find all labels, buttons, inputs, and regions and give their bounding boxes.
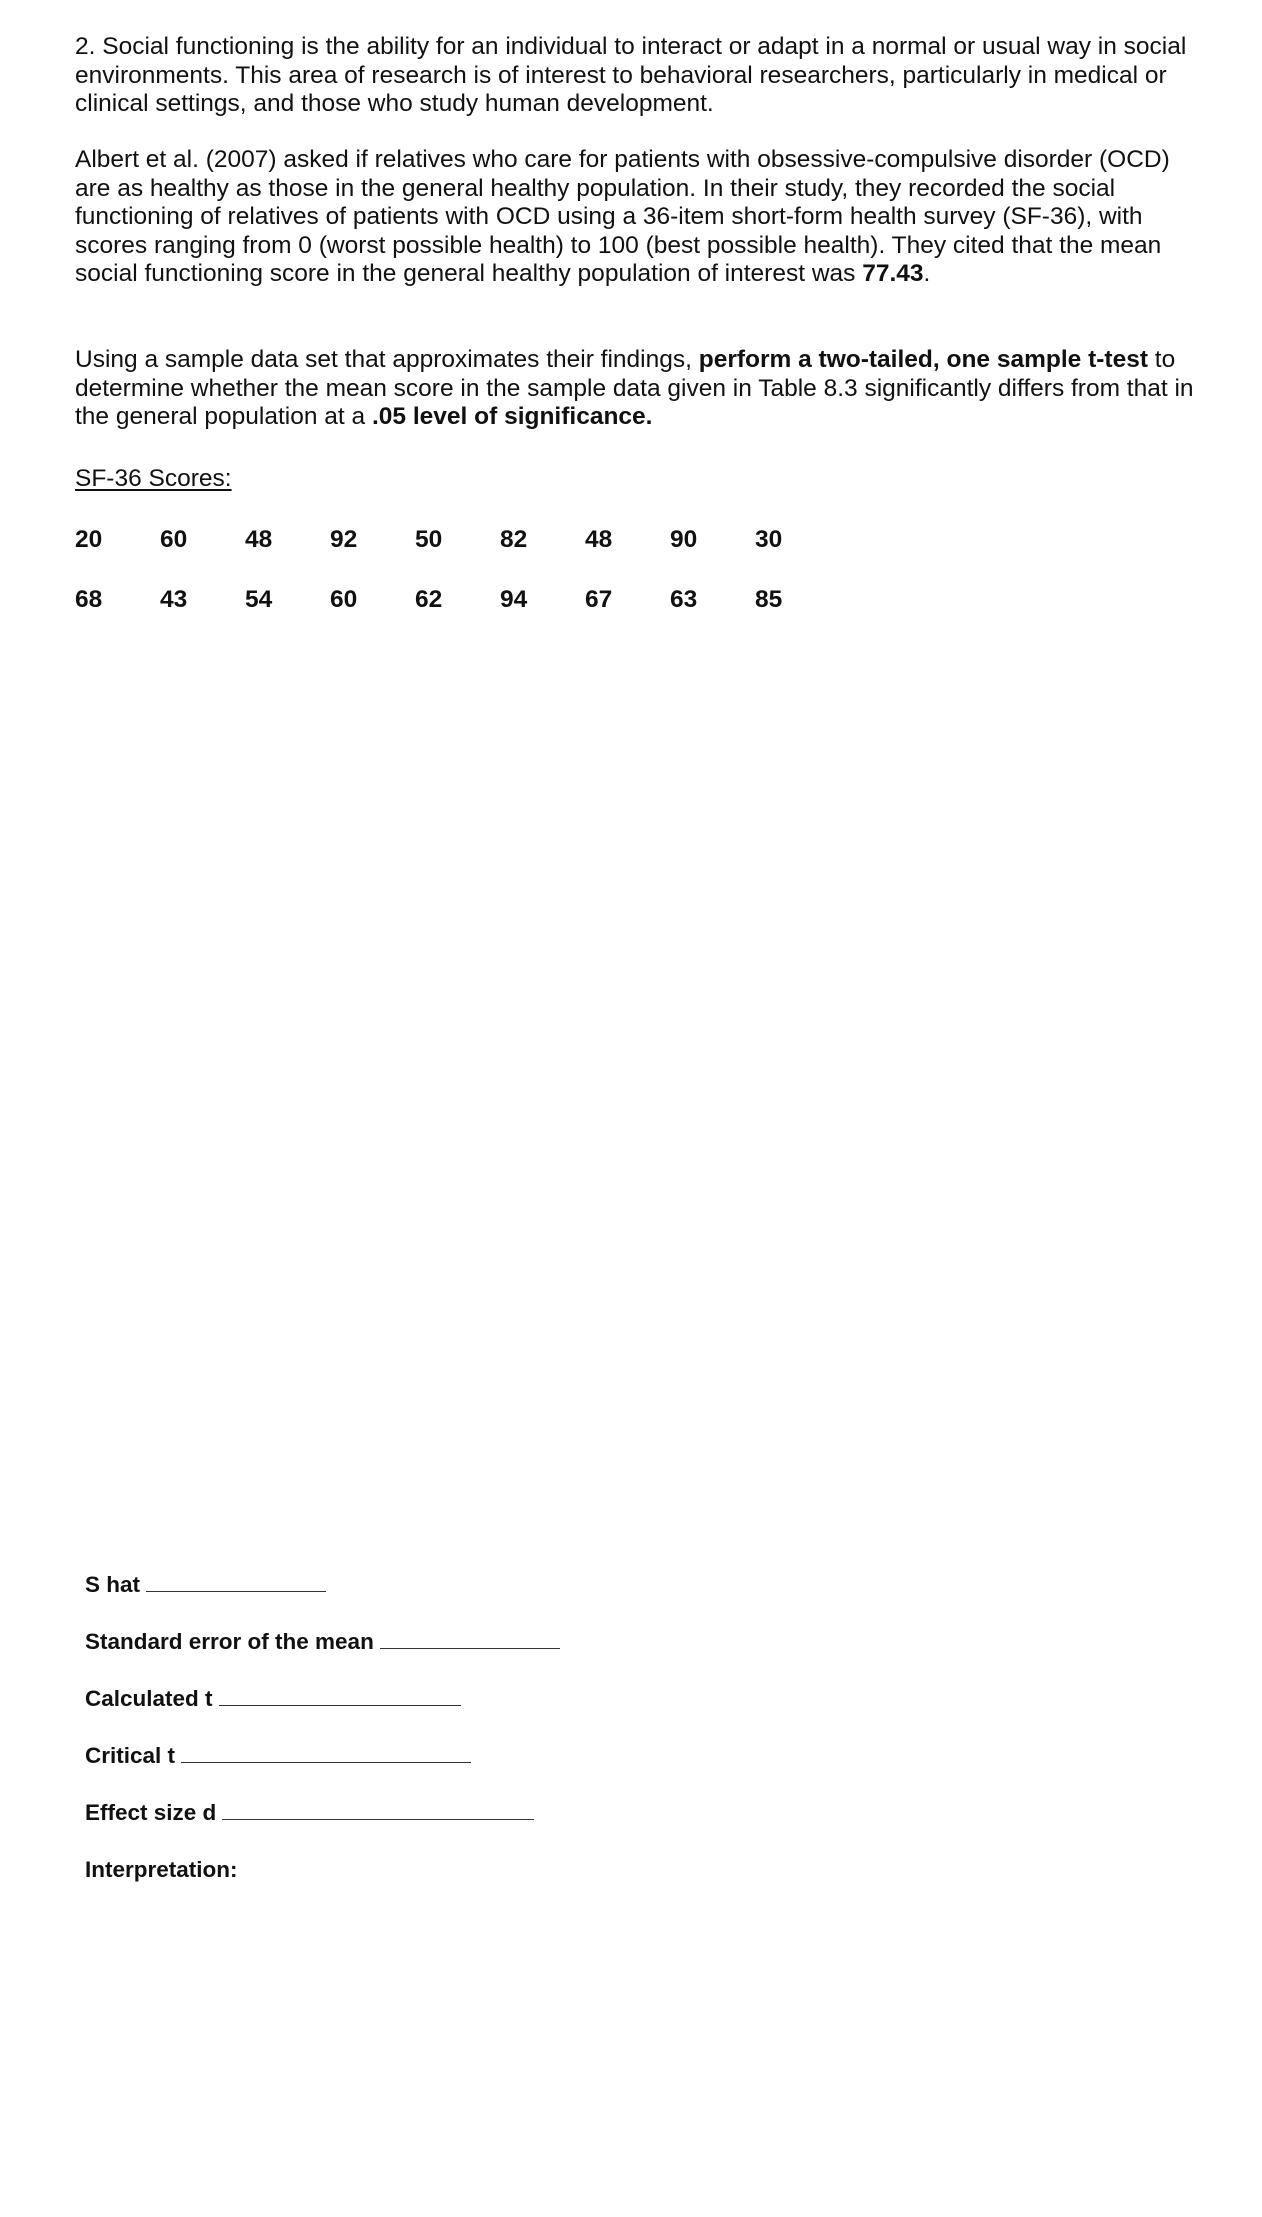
scores-heading: SF-36 Scores: [75, 465, 232, 492]
task-test-type: perform a two-tailed, one sample t-test [698, 346, 1148, 373]
score-value: 85 [755, 586, 783, 613]
effect-size-label: Effect size d [85, 1800, 217, 1825]
task-text-a: Using a sample data set that approximates their findings, [75, 346, 699, 373]
interpretation-label: Interpretation: [85, 1857, 238, 1882]
critical-t-answer-line[interactable] [181, 1742, 471, 1763]
score-value: 43 [160, 586, 188, 613]
score-value: 82 [500, 526, 528, 553]
score-value: 68 [75, 586, 103, 613]
effect-size-field [85, 1799, 534, 1827]
task-text-c: to determine whether the mean score in the sample data given in Table 8.3 significantly differs from that in the general population at a [75, 346, 1194, 430]
score-value: 48 [585, 526, 613, 553]
score-value: 30 [755, 526, 783, 553]
score-value: 60 [330, 586, 358, 613]
score-value: 54 [245, 586, 273, 613]
critical-t-label: Critical t [85, 1743, 176, 1768]
s-hat-label: S hat [85, 1572, 141, 1597]
standard-error-field [85, 1628, 560, 1656]
question-context [75, 146, 1195, 289]
question-intro: 2. Social functioning is the ability for an individual to interact or adapt in a normal or usual way in social environments. This area of research is of interest to behavioral researchers, particularly in medical or clinical settings, and those who study human development. [75, 33, 1187, 117]
score-value: 63 [670, 586, 698, 613]
score-value: 94 [500, 586, 528, 613]
question-task [75, 346, 1195, 432]
critical-t-field [85, 1742, 471, 1770]
context-text: Albert et al. (2007) asked if relatives who care for patients with obsessive-compulsive disorder (OCD) are as healthy as those in the general healthy population. In their study, they recorded the social functioning of relatives of patients with OCD using a 36-item short-form health survey (SF-36), with scores ranging from 0 (worst possible health) to 100 (best possible health). They cited that the mean social functioning score in the general healthy population of interest was [75, 146, 1170, 287]
score-value: 20 [75, 526, 103, 553]
score-value: 50 [415, 526, 443, 553]
score-value: 90 [670, 526, 698, 553]
s-hat-field [85, 1571, 326, 1599]
score-value: 48 [245, 526, 273, 553]
calculated-t-field [85, 1685, 461, 1713]
task-significance: .05 level of significance. [371, 403, 653, 430]
score-value: 60 [160, 526, 188, 553]
context-end: . [923, 260, 931, 287]
standard-error-label: Standard error of the mean [85, 1629, 374, 1654]
interpretation-field [85, 1856, 238, 1884]
calculated-t-answer-line[interactable] [219, 1685, 461, 1706]
score-value: 92 [330, 526, 358, 553]
calculated-t-label: Calculated t [85, 1686, 213, 1711]
score-value: 62 [415, 586, 443, 613]
score-value: 67 [585, 586, 613, 613]
standard-error-answer-line[interactable] [380, 1628, 560, 1649]
population-mean: 77.43 [862, 260, 924, 287]
s-hat-answer-line[interactable] [146, 1571, 326, 1592]
effect-size-answer-line[interactable] [222, 1799, 534, 1820]
